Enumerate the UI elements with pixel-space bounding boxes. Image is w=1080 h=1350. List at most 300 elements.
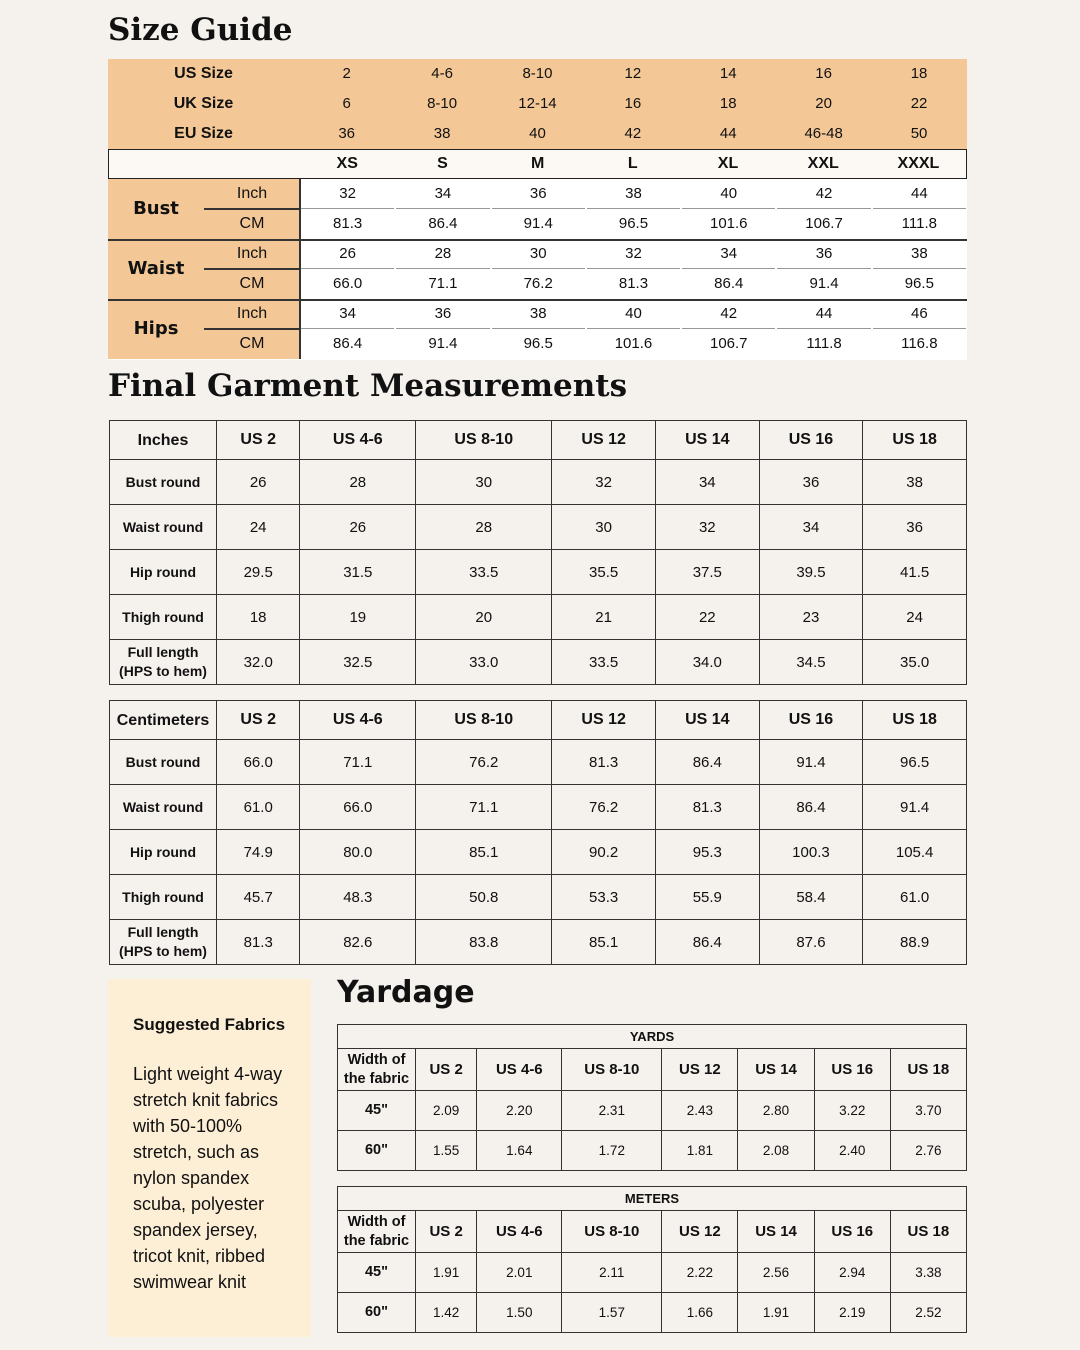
- table-cell: 1.91: [738, 1293, 814, 1333]
- measurement-row: [300, 269, 967, 299]
- table-cell: 2.01: [477, 1253, 562, 1293]
- table-corner-label: [338, 1211, 416, 1253]
- measurement-cell: 111.8: [806, 335, 842, 352]
- table-cell: 41.5: [863, 550, 967, 595]
- table-cell: 66.0: [217, 740, 300, 785]
- measurement-cell: 86.4: [428, 215, 458, 232]
- table-cell: 31.5: [300, 550, 416, 595]
- row-label-text: Bust round: [125, 473, 201, 490]
- table-cell: 2.52: [890, 1293, 966, 1333]
- table-row: [110, 920, 967, 965]
- row-divider-segment: [682, 208, 775, 209]
- column-header: US 2: [217, 421, 300, 460]
- table-cell: 34: [759, 505, 863, 550]
- measurement-cell: 30: [529, 245, 547, 262]
- column-header: US 16: [759, 701, 863, 740]
- table-cell: 2.76: [890, 1131, 966, 1171]
- table-cell: 1.81: [662, 1131, 738, 1171]
- table-cell: 36: [759, 460, 863, 505]
- row-label-text: Hip round: [129, 563, 197, 580]
- table-cell: 83.8: [416, 920, 552, 965]
- table-cell: 58.4: [759, 875, 863, 920]
- table-cell: 95.3: [655, 830, 759, 875]
- measurement-cell: 76.2: [523, 275, 553, 292]
- row-label: [110, 595, 217, 640]
- group-name: Bust: [133, 198, 179, 219]
- table-cell: 85.1: [552, 920, 656, 965]
- column-header: US 12: [552, 421, 656, 460]
- caption-row: [338, 1025, 967, 1049]
- table-cell: 85.1: [416, 830, 552, 875]
- table-cell: 2.56: [738, 1253, 814, 1293]
- column-header: US 18: [890, 1211, 966, 1253]
- table-cell: 71.1: [416, 785, 552, 830]
- table-corner-label: Inches: [110, 421, 217, 460]
- table-cell: 45.7: [217, 875, 300, 920]
- table-cell: 2.43: [662, 1091, 738, 1131]
- column-header: US 16: [814, 1049, 890, 1091]
- table-cell: 86.4: [759, 785, 863, 830]
- measurement-cell: 36: [529, 185, 547, 202]
- table-caption: YARDS: [338, 1025, 967, 1049]
- row-divider-segment: [873, 268, 966, 269]
- row-divider-segment: [777, 268, 870, 269]
- measurement-cell: 66.0: [333, 275, 363, 292]
- table-cell: 33.5: [552, 640, 656, 685]
- measurement-cell: 111.8: [901, 215, 937, 232]
- table-cell: 76.2: [416, 740, 552, 785]
- row-label: 45": [338, 1091, 416, 1131]
- centimeters-measurement-table: [109, 700, 967, 965]
- row-divider-segment: [396, 328, 489, 329]
- table-cell: 26: [300, 505, 416, 550]
- row-label: 60": [338, 1293, 416, 1333]
- group-divider: [108, 239, 967, 241]
- table-cell: 88.9: [863, 920, 967, 965]
- measurement-cell: 71.1: [428, 275, 458, 292]
- table-cell: 1.42: [416, 1293, 477, 1333]
- measurement-cell: 86.4: [333, 335, 363, 352]
- column-header: US 4-6: [477, 1211, 562, 1253]
- table-cell: 53.3: [552, 875, 656, 920]
- size-cell: 50: [910, 125, 928, 142]
- unit-divider: [204, 268, 300, 270]
- letter-size-cell: XS: [336, 155, 358, 172]
- column-header: US 2: [416, 1211, 477, 1253]
- measurement-cell: 96.5: [904, 275, 934, 292]
- row-label: 60": [338, 1131, 416, 1171]
- size-cell: 18: [910, 65, 928, 82]
- column-header: US 12: [662, 1049, 738, 1091]
- table-cell: 20: [416, 595, 552, 640]
- table-cell: 2.31: [562, 1091, 662, 1131]
- table-cell: 91.4: [759, 740, 863, 785]
- table-cell: 32: [655, 505, 759, 550]
- measurement-row: [300, 209, 967, 239]
- table-cell: 33.0: [416, 640, 552, 685]
- unit-label: CM: [239, 215, 265, 232]
- table-cell: 1.91: [416, 1253, 477, 1293]
- table-cell: 29.5: [217, 550, 300, 595]
- column-header: US 4-6: [477, 1049, 562, 1091]
- table-cell: 50.8: [416, 875, 552, 920]
- table-cell: 55.9: [655, 875, 759, 920]
- size-system-row: [108, 59, 967, 89]
- table-cell: 48.3: [300, 875, 416, 920]
- table-cell: 32.5: [300, 640, 416, 685]
- suggested-fabrics-panel: [108, 979, 311, 1337]
- size-cell: 36: [338, 125, 356, 142]
- table-cell: 38: [863, 460, 967, 505]
- column-header: US 14: [738, 1211, 814, 1253]
- row-label: [110, 740, 217, 785]
- row-label: [110, 460, 217, 505]
- table-row: [110, 875, 967, 920]
- measurement-cell: 36: [815, 245, 833, 262]
- group-name: Waist: [127, 258, 185, 279]
- letter-size-cell: L: [627, 155, 638, 172]
- table-row: [338, 1293, 967, 1333]
- group-divider: [108, 299, 967, 301]
- table-cell: 34.5: [759, 640, 863, 685]
- table-row: [338, 1091, 967, 1131]
- table-row: [110, 785, 967, 830]
- letter-size-cell: XL: [717, 155, 739, 172]
- measurement-cell: 32: [625, 245, 642, 262]
- table-cell: 32: [552, 460, 656, 505]
- table-header-row: [338, 1049, 967, 1091]
- table-row: [110, 740, 967, 785]
- row-label: [110, 875, 217, 920]
- table-cell: 22: [655, 595, 759, 640]
- table-cell: 80.0: [300, 830, 416, 875]
- measurement-cell: 101.6: [709, 215, 748, 232]
- measurement-cell: 34: [434, 185, 452, 202]
- measurement-cell: 96.5: [523, 335, 553, 352]
- measurement-cell: 106.7: [805, 215, 843, 232]
- row-divider: [300, 208, 967, 209]
- row-divider-segment: [301, 328, 394, 329]
- measurement-cell: 86.4: [714, 275, 744, 292]
- table-cell: 28: [416, 505, 552, 550]
- letter-size-cell: XXL: [807, 155, 839, 172]
- table-cell: 96.5: [863, 740, 967, 785]
- column-header: US 16: [814, 1211, 890, 1253]
- measurement-cell: 40: [720, 185, 738, 202]
- table-cell: 30: [552, 505, 656, 550]
- table-cell: 23: [759, 595, 863, 640]
- table-cell: 61.0: [217, 785, 300, 830]
- size-cell: 42: [624, 125, 642, 142]
- row-divider-segment: [492, 268, 585, 269]
- unit-label: Inch: [236, 185, 268, 202]
- table-cell: 2.40: [814, 1131, 890, 1171]
- size-cell: 22: [910, 95, 928, 112]
- measurement-cell: 42: [720, 305, 738, 322]
- row-label: [110, 785, 217, 830]
- row-divider-segment: [682, 268, 775, 269]
- column-header: US 8-10: [562, 1049, 662, 1091]
- body-measurement-group: [108, 179, 967, 239]
- size-system-label: US Size: [174, 65, 233, 82]
- meters-table: [337, 1186, 967, 1333]
- column-header: US 18: [863, 421, 967, 460]
- row-label: [110, 920, 217, 965]
- row-label-text-2: (HPS to hem): [119, 663, 207, 679]
- row-label: [110, 830, 217, 875]
- corner-text: Width of: [347, 1051, 406, 1068]
- measurement-cell: 32: [339, 185, 356, 202]
- table-cell: 87.6: [759, 920, 863, 965]
- table-cell: 1.64: [477, 1131, 562, 1171]
- row-divider-segment: [492, 328, 585, 329]
- table-cell: 3.38: [890, 1253, 966, 1293]
- table-cell: 81.3: [217, 920, 300, 965]
- measurement-cell: 36: [434, 305, 452, 322]
- size-cell: 40: [529, 125, 546, 142]
- table-corner-label: Centimeters: [110, 701, 217, 740]
- measurement-cell: 81.3: [618, 275, 649, 292]
- column-header: US 8-10: [416, 701, 552, 740]
- size-system-label: UK Size: [173, 95, 234, 112]
- measurement-cell: 28: [434, 245, 452, 262]
- table-row: [110, 595, 967, 640]
- table-cell: 28: [300, 460, 416, 505]
- table-cell: 26: [217, 460, 300, 505]
- table-row: [110, 550, 967, 595]
- row-divider-segment: [492, 208, 585, 209]
- table-cell: 24: [863, 595, 967, 640]
- table-cell: 81.3: [552, 740, 656, 785]
- column-header: US 8-10: [416, 421, 552, 460]
- measurement-cell: 91.4: [428, 335, 458, 352]
- measurement-cell: 40: [625, 305, 642, 322]
- measurement-row: [300, 329, 967, 359]
- table-cell: 66.0: [300, 785, 416, 830]
- inches-measurement-table: [109, 420, 967, 685]
- table-cell: 30: [416, 460, 552, 505]
- table-header-row: [338, 1211, 967, 1253]
- row-divider: [300, 268, 967, 269]
- table-cell: 3.70: [890, 1091, 966, 1131]
- table-cell: 2.08: [738, 1131, 814, 1171]
- table-cell: 86.4: [655, 740, 759, 785]
- table-cell: 36: [863, 505, 967, 550]
- size-cell: 16: [624, 95, 642, 112]
- row-divider-segment: [396, 268, 489, 269]
- unit-label: Inch: [236, 305, 268, 322]
- measurement-cell: 96.5: [618, 215, 649, 232]
- table-row: [110, 640, 967, 685]
- table-cell: 76.2: [552, 785, 656, 830]
- letter-size-cell: XXXL: [897, 155, 940, 172]
- row-label-text: Thigh round: [122, 888, 204, 905]
- letter-size-label: [109, 150, 300, 178]
- column-header: US 14: [655, 701, 759, 740]
- table-cell: 21: [552, 595, 656, 640]
- row-label-text: Full length: [127, 924, 199, 940]
- table-corner-label: [338, 1049, 416, 1091]
- letter-size-cell: S: [437, 155, 448, 172]
- table-cell: 2.80: [738, 1091, 814, 1131]
- row-label-text: Bust round: [125, 753, 201, 770]
- suggested-fabrics-text: Light weight 4-way stretch knit fabrics with 50-100% stretch, such as nylon spandex scuba, polyester spandex jersey, tricot knit, ribbed swimwear knit: [133, 1064, 283, 1292]
- suggested-fabrics-title: Suggested Fabrics: [133, 1015, 286, 1034]
- table-cell: 35.0: [863, 640, 967, 685]
- table-cell: 1.66: [662, 1293, 738, 1333]
- measurement-cell: 91.4: [523, 215, 553, 232]
- unit-label: Inch: [236, 245, 268, 262]
- unit-label: CM: [239, 275, 265, 292]
- column-header: US 4-6: [300, 701, 416, 740]
- table-cell: 90.2: [552, 830, 656, 875]
- corner-text-2: the fabric: [343, 1232, 410, 1249]
- row-label: [110, 640, 217, 685]
- size-cell: 18: [719, 95, 737, 112]
- size-cell: 38: [433, 125, 451, 142]
- row-divider: [300, 328, 967, 329]
- row-label: 45": [338, 1253, 416, 1293]
- size-guide-table: [108, 59, 967, 360]
- table-row: [110, 505, 967, 550]
- table-cell: 74.9: [217, 830, 300, 875]
- column-header: US 16: [759, 421, 863, 460]
- measurement-row: [300, 299, 967, 329]
- table-row: [110, 830, 967, 875]
- unit-divider: [204, 328, 300, 330]
- table-cell: 33.5: [416, 550, 552, 595]
- unit-label: CM: [239, 335, 265, 352]
- column-header: US 18: [863, 701, 967, 740]
- measurement-cell: 38: [625, 185, 642, 202]
- row-divider-segment: [682, 328, 775, 329]
- table-cell: 105.4: [863, 830, 967, 875]
- table-header-row: [110, 421, 967, 460]
- measurement-cell: 34: [720, 245, 738, 262]
- size-cell: 44: [719, 125, 737, 142]
- measurement-cell: 44: [910, 185, 928, 202]
- size-system-row: [108, 89, 967, 119]
- row-divider-segment: [587, 268, 680, 269]
- caption-row: [338, 1187, 967, 1211]
- corner-text: Width of: [347, 1213, 406, 1230]
- column-header: US 14: [655, 421, 759, 460]
- table-cell: 2.19: [814, 1293, 890, 1333]
- group-name: Hips: [133, 318, 179, 339]
- yards-table: [337, 1024, 967, 1171]
- table-cell: 2.11: [562, 1253, 662, 1293]
- row-divider-segment: [873, 208, 966, 209]
- table-cell: 37.5: [655, 550, 759, 595]
- size-cell: 2: [342, 65, 351, 82]
- table-row: [110, 460, 967, 505]
- table-cell: 2.09: [416, 1091, 477, 1131]
- row-label: [110, 550, 217, 595]
- column-header: US 4-6: [300, 421, 416, 460]
- column-header: US 18: [890, 1049, 966, 1091]
- size-cell: 6: [342, 95, 351, 112]
- measurement-cell: 91.4: [809, 275, 839, 292]
- measurement-cell: 34: [339, 305, 356, 322]
- column-header: US 8-10: [562, 1211, 662, 1253]
- measurement-row: [300, 179, 967, 209]
- size-cell: 12-14: [518, 95, 557, 112]
- row-label-text: Waist round: [122, 518, 204, 535]
- size-cell: 16: [815, 65, 832, 82]
- row-divider-segment: [587, 208, 680, 209]
- row-label-text: Full length: [127, 644, 199, 660]
- table-cell: 35.5: [552, 550, 656, 595]
- table-cell: 1.72: [562, 1131, 662, 1171]
- size-cell: 12: [624, 65, 642, 82]
- size-cell: 8-10: [427, 95, 458, 112]
- table-cell: 32.0: [217, 640, 300, 685]
- measurement-cell: 81.3: [333, 215, 363, 232]
- size-cell: 4-6: [431, 65, 453, 82]
- row-label-text-2: (HPS to hem): [119, 943, 207, 959]
- size-cell: 8-10: [522, 65, 553, 82]
- table-cell: 24: [217, 505, 300, 550]
- measurement-row: [300, 239, 967, 269]
- measurement-cell: 42: [815, 185, 833, 202]
- row-label-text: Waist round: [122, 798, 204, 815]
- measurement-cell: 46: [910, 305, 928, 322]
- row-label: [110, 505, 217, 550]
- size-system-row: [108, 119, 967, 149]
- unit-divider: [204, 208, 300, 210]
- table-cell: 100.3: [759, 830, 863, 875]
- letter-size-cell: M: [530, 155, 545, 172]
- table-cell: 3.22: [814, 1091, 890, 1131]
- row-divider-segment: [301, 268, 394, 269]
- size-system-label: EU Size: [174, 125, 233, 142]
- final-measurements-title: Final Garment Measurements: [108, 368, 628, 404]
- measurement-cell: 101.6: [614, 335, 653, 352]
- column-header: US 12: [662, 1211, 738, 1253]
- yardage-title: Yardage: [337, 975, 475, 1010]
- table-cell: 18: [217, 595, 300, 640]
- size-guide-title: Size Guide: [108, 12, 293, 48]
- table-header-row: [110, 701, 967, 740]
- size-cell: 46-48: [804, 125, 843, 142]
- table-cell: 19: [300, 595, 416, 640]
- row-divider-segment: [777, 208, 870, 209]
- table-cell: 39.5: [759, 550, 863, 595]
- table-cell: 61.0: [863, 875, 967, 920]
- row-label-text: Hip round: [129, 843, 197, 860]
- measurement-cell: 106.7: [709, 335, 748, 352]
- measurement-cell: 116.8: [901, 335, 938, 352]
- row-divider-segment: [587, 328, 680, 329]
- row-divider-segment: [873, 328, 966, 329]
- table-cell: 91.4: [863, 785, 967, 830]
- table-cell: 2.20: [477, 1091, 562, 1131]
- table-cell: 1.50: [477, 1293, 562, 1333]
- row-label-text: Thigh round: [122, 608, 204, 625]
- table-cell: 34: [655, 460, 759, 505]
- measurement-cell: 38: [910, 245, 928, 262]
- letter-size-row: [108, 149, 967, 179]
- measurement-cell: 38: [529, 305, 547, 322]
- column-header: US 14: [738, 1049, 814, 1091]
- measurement-cell: 44: [815, 305, 833, 322]
- column-header: US 2: [217, 701, 300, 740]
- table-cell: 2.94: [814, 1253, 890, 1293]
- table-row: [338, 1131, 967, 1171]
- corner-text-2: the fabric: [343, 1070, 410, 1087]
- table-cell: 86.4: [655, 920, 759, 965]
- size-cell: 20: [815, 95, 832, 112]
